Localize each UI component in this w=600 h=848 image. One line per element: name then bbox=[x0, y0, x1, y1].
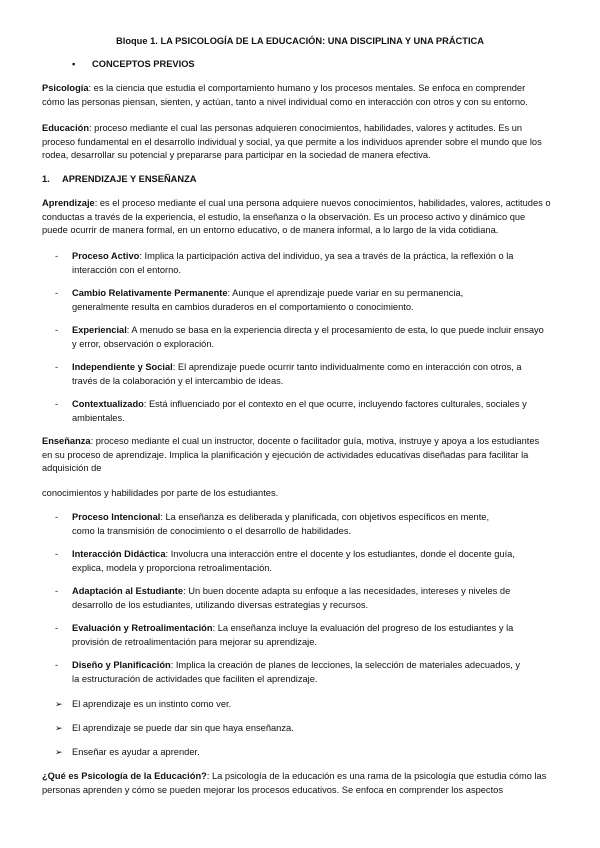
list-item: - Adaptación al Estudiante: Un buen docente adapta su enfoque a las necesidades, intereses y niveles de desarrollo de los estudiantes, utilizando diversas estrategias y recursos. bbox=[55, 586, 511, 610]
que-es-term: ¿Qué es Psicología de la Educación? bbox=[42, 771, 207, 781]
dash-bullet-icon: - bbox=[55, 512, 59, 522]
educacion-term: Educación bbox=[42, 123, 90, 133]
arrow-list-item: ➢ Enseñar es ayudar a aprender. bbox=[55, 746, 555, 760]
dash-bullet-icon: - bbox=[55, 288, 59, 298]
arrow-bullet-icon: ➢ bbox=[55, 723, 63, 733]
educacion-paragraph: Educación: proceso mediante el cual las personas adquieren conocimientos, habilidades, valores y actitudes. Es un proceso fundamental en el desarrollo individual y social, ya que permite a los individuos aprender sobre el mundo que los rodea, desarrollar su potencial y prepararse para participar en la sociedad de manera efectiva. bbox=[42, 123, 542, 160]
arrow-list-item: ➢ El aprendizaje se puede dar sin que haya enseñanza. bbox=[55, 722, 555, 736]
arrow-bullet-icon: ➢ bbox=[55, 747, 63, 757]
list-item: - Proceso Intencional: La enseñanza es deliberada y planificada, con objetivos específicos en mente, como la transmisión de conocimiento o el desarrollo de habilidades. bbox=[55, 512, 490, 536]
page-title: Bloque 1. LA PSICOLOGÍA DE LA EDUCACIÓN: UNA DISCIPLINA Y UNA PRÁCTICA bbox=[116, 36, 484, 46]
dash-bullet-icon: - bbox=[55, 586, 59, 596]
ensenanza-paragraph: Enseñanza: proceso mediante el cual un instructor, docente o facilitador guía, motiva, instruye y apoya a los estudiantes en su proceso de aprendizaje. Implica la planificación y ejecución de actividades educativas diseñadas para facilitar la adquisición de bbox=[42, 436, 540, 473]
list-item: - Independiente y Social: El aprendizaje puede ocurrir tanto individualmente como en interacción con otros, a través de la colaboración y el intercambio de ideas. bbox=[55, 362, 522, 386]
dash-bullet-icon: - bbox=[55, 251, 59, 261]
dash-bullet-icon: - bbox=[55, 623, 59, 633]
bullet-dot-icon: ▪ bbox=[72, 59, 76, 69]
psicologia-paragraph: Psicología: es la ciencia que estudia el comportamiento humano y los procesos mentales. Se enfoca en comprender cómo las personas piensan, sienten, y actúan, tanto a nivel individual como en interacción con otros y con su entorno. bbox=[42, 83, 528, 107]
psicologia-term: Psicología bbox=[42, 83, 89, 93]
dash-bullet-icon: - bbox=[55, 362, 59, 372]
ensenanza-continuation: conocimientos y habilidades por parte de los estudiantes. bbox=[42, 488, 279, 498]
aprendizaje-paragraph: Aprendizaje: es el proceso mediante el cual una persona adquiere nuevos conocimientos, habilidades, valores, actitudes o conductas a través de la experiencia, el estudio, la enseñanza o la observación. Es un proceso activo y dinámico que puede ocurrir de manera formal, en un entorno educativo, o de manera informal, a lo largo de la vida cotidiana. bbox=[42, 198, 551, 235]
aprendizaje-term: Aprendizaje bbox=[42, 198, 95, 208]
list-item: - Proceso Activo: Implica la participación activa del individuo, ya sea a través de la práctica, la reflexión o la interacción con el entorno. bbox=[55, 251, 514, 275]
arrow-bullet-icon: ➢ bbox=[55, 699, 63, 709]
dash-bullet-icon: - bbox=[55, 660, 59, 670]
list-item: - Evaluación y Retroalimentación: La enseñanza incluye la evaluación del progreso de los estudiantes y la provisión de retroalimentación para mejorar su aprendizaje. bbox=[55, 623, 514, 647]
conceptos-heading: ▪ CONCEPTOS PREVIOS bbox=[72, 58, 195, 72]
arrow-list-item: ➢ El aprendizaje es un instinto como ver. bbox=[55, 698, 555, 712]
list-item: - Experiencial: A menudo se basa en la experiencia directa y el procesamiento de esta, lo que puede incluir ensayo y error, observación o exploración. bbox=[55, 325, 544, 349]
dash-bullet-icon: - bbox=[55, 325, 59, 335]
list-item: - Cambio Relativamente Permanente: Aunque el aprendizaje puede variar en su permanencia, generalmente resulta en cambios duraderos en el comportamiento o conocimiento. bbox=[55, 288, 464, 312]
dash-bullet-icon: - bbox=[55, 549, 59, 559]
dash-bullet-icon: - bbox=[55, 399, 59, 409]
list-item: - Interacción Didáctica: Involucra una interacción entre el docente y los estudiantes, donde el docente guía, explica, modela y proporciona retroalimentación. bbox=[55, 549, 515, 573]
section-heading-1: 1. APRENDIZAJE Y ENSEÑANZA bbox=[42, 174, 197, 184]
ensenanza-term: Enseñanza bbox=[42, 436, 91, 446]
list-item: - Diseño y Planificación: Implica la creación de planes de lecciones, la selección de materiales adecuados, y la estructuración de actividades que faciliten el aprendizaje. bbox=[55, 660, 521, 684]
list-item: - Contextualizado: Está influenciado por el contexto en el que ocurre, incluyendo factores culturales, sociales y ambientales. bbox=[55, 399, 527, 423]
que-es-paragraph: ¿Qué es Psicología de la Educación?: La psicología de la educación es una rama de la psicología que estudia cómo las personas aprenden y cómo se pueden mejorar los procesos educativos. Se enfoca en comprender los aspectos bbox=[42, 771, 547, 795]
